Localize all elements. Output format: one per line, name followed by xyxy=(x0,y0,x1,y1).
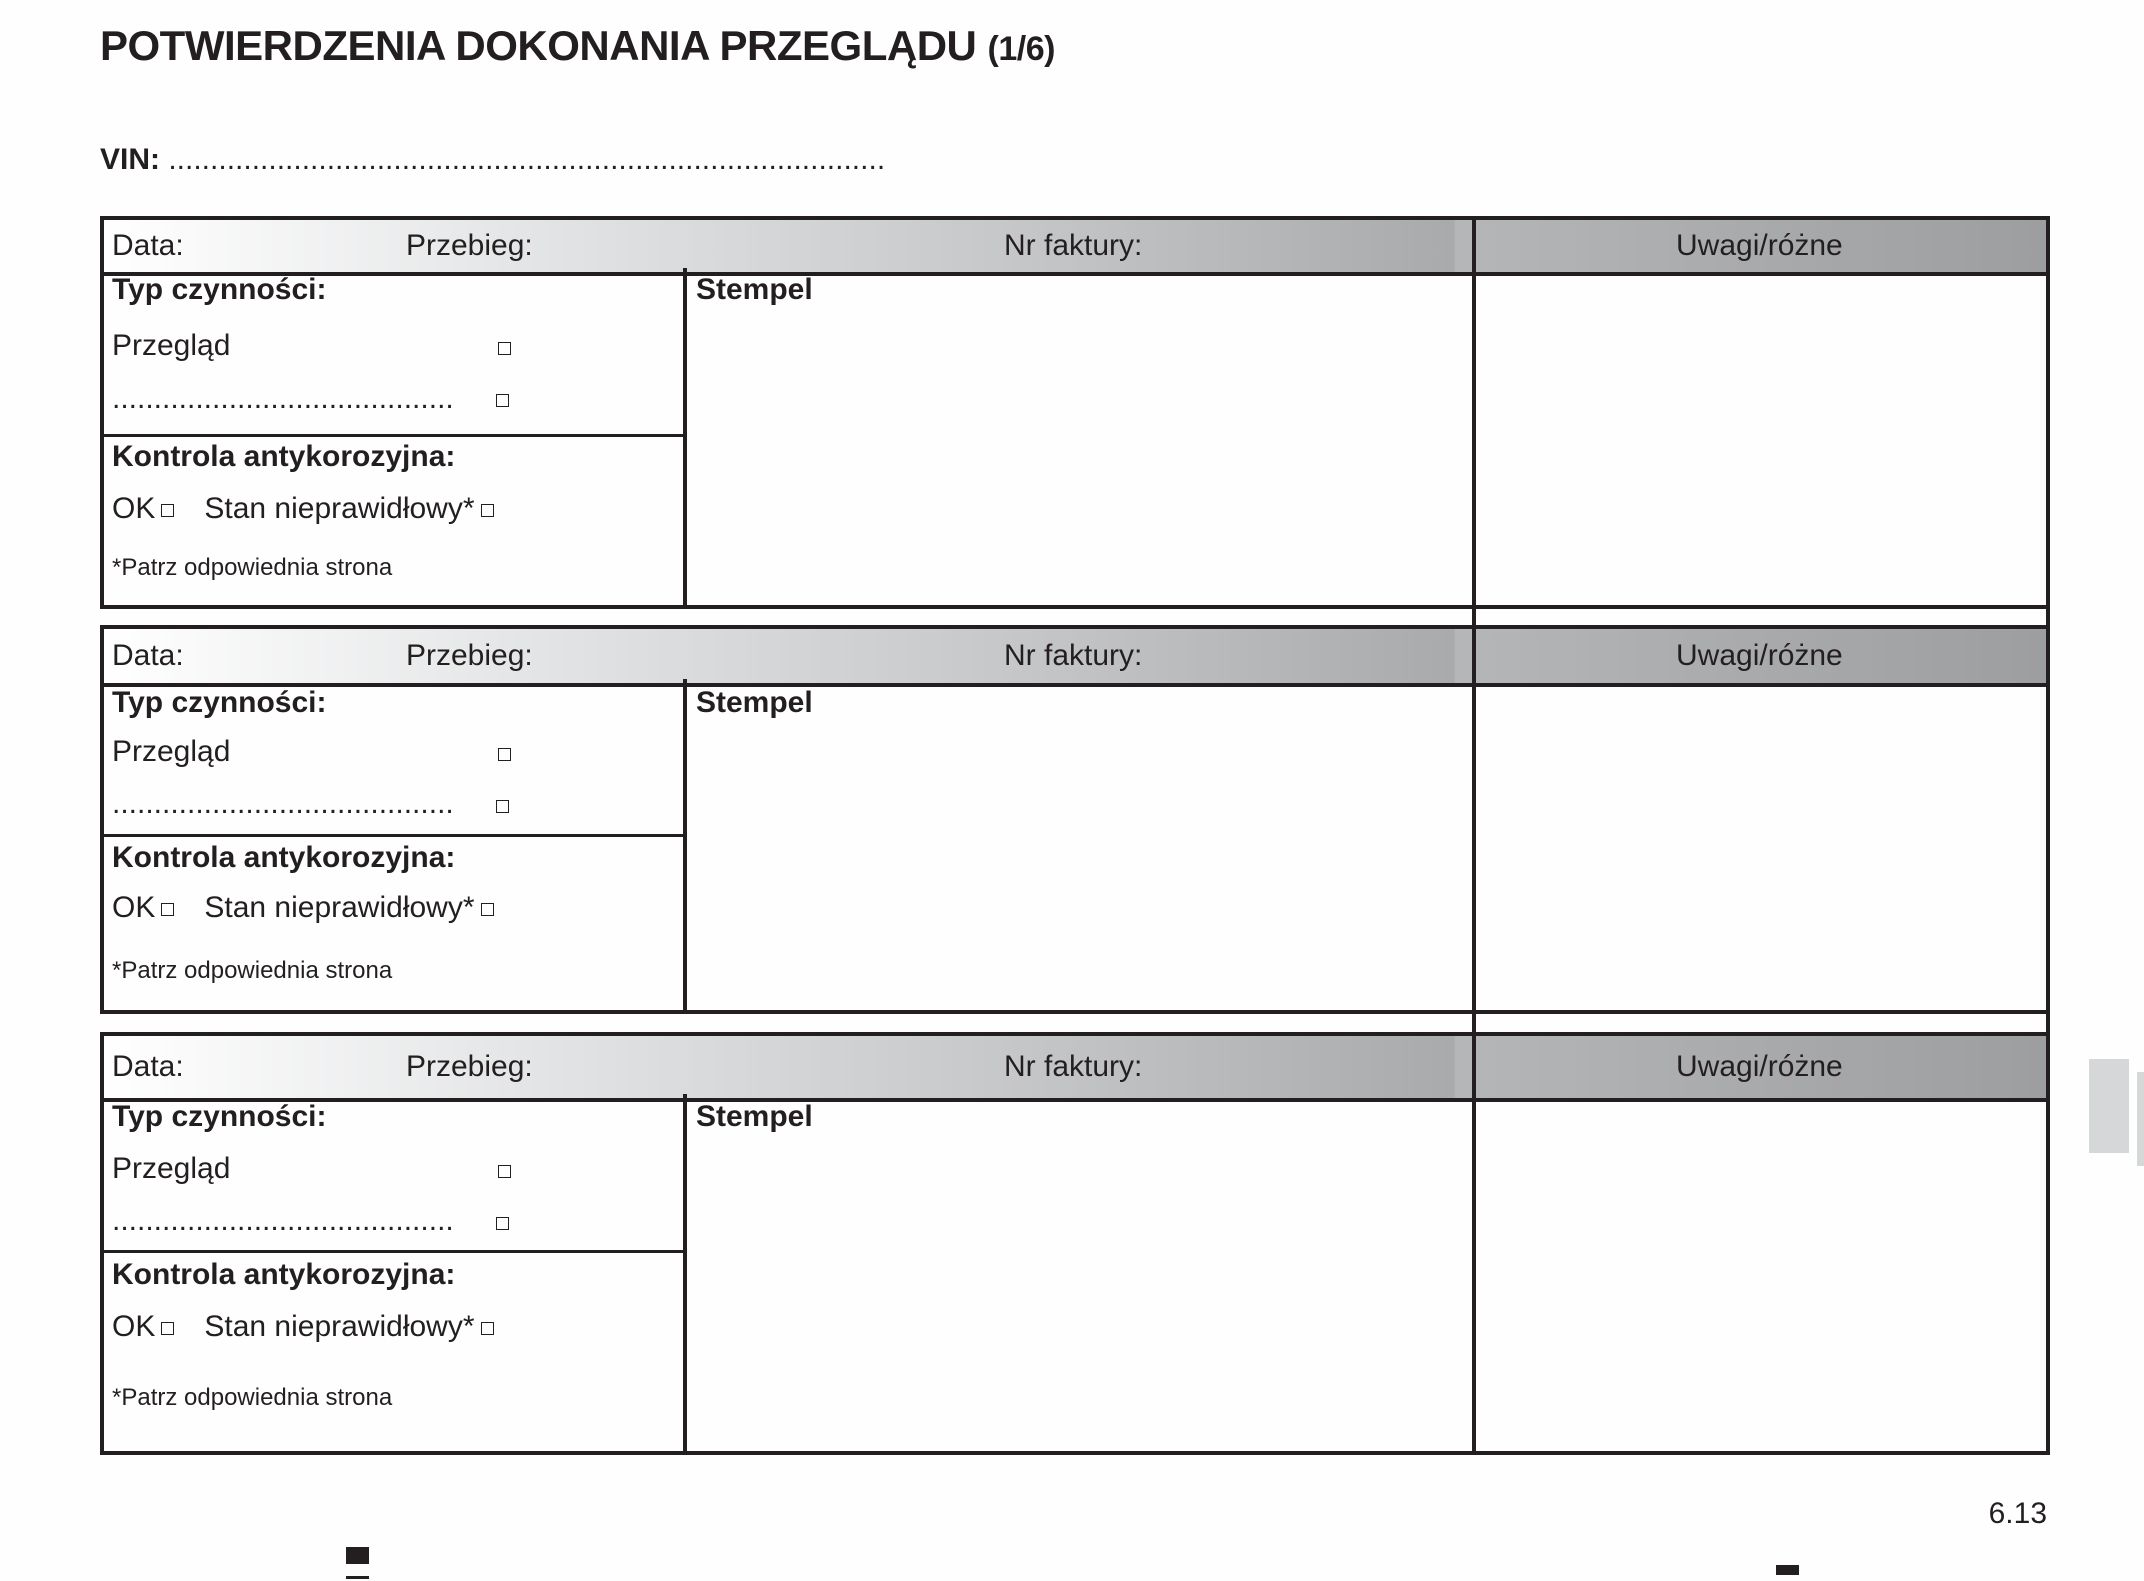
inspection-checkbox[interactable] xyxy=(498,1165,511,1178)
faulty-label: Stan nieprawidłowy* xyxy=(204,891,475,924)
print-mark-line xyxy=(346,1576,369,1579)
anticorrosion-label: Kontrola antykorozyjna: xyxy=(112,440,456,473)
date-label: Data: xyxy=(112,229,184,262)
mileage-label: Przebieg: xyxy=(406,639,533,672)
stamp-label: Stempel xyxy=(696,1100,813,1133)
other-service-dots[interactable]: ......................................... xyxy=(112,1204,454,1237)
anticorrosion-options xyxy=(112,891,494,925)
record-header xyxy=(104,1036,2046,1102)
vin-dots[interactable]: ...................................................................................... xyxy=(168,143,886,176)
footnote: *Patrz odpowiednia strona xyxy=(112,957,393,984)
faulty-label: Stan nieprawidłowy* xyxy=(204,1310,475,1343)
column-divider xyxy=(683,268,687,605)
ok-checkbox[interactable] xyxy=(161,903,174,916)
chapter-tab-edge xyxy=(2137,1072,2144,1166)
ok-label: OK xyxy=(112,891,156,924)
service-record-1 xyxy=(100,216,2050,609)
service-record-2 xyxy=(100,625,2050,1014)
vin-label: VIN: xyxy=(100,143,160,176)
other-service-checkbox[interactable] xyxy=(496,394,509,407)
section-divider xyxy=(104,834,683,837)
footnote: *Patrz odpowiednia strona xyxy=(112,1384,393,1411)
date-label: Data: xyxy=(112,1050,184,1083)
column-divider xyxy=(683,1094,687,1451)
anticorrosion-label: Kontrola antykorozyjna: xyxy=(112,841,456,874)
column-divider xyxy=(1472,1036,1476,1451)
ok-label: OK xyxy=(112,492,156,525)
page-number: 6.13 xyxy=(1988,1497,2047,1530)
stamp-label: Stempel xyxy=(696,686,813,719)
mileage-label: Przebieg: xyxy=(406,229,533,262)
faulty-checkbox[interactable] xyxy=(481,903,494,916)
record-header xyxy=(104,629,2046,687)
notes-label: Uwagi/różne xyxy=(1676,229,1843,262)
inspection-checkbox[interactable] xyxy=(498,342,511,355)
anticorrosion-label: Kontrola antykorozyjna: xyxy=(112,1258,456,1291)
column-divider xyxy=(1472,629,1476,1010)
faulty-checkbox[interactable] xyxy=(481,1322,494,1335)
service-type-label: Typ czynności: xyxy=(112,1100,327,1133)
record-header xyxy=(104,220,2046,276)
invoice-label: Nr faktury: xyxy=(1004,639,1143,672)
service-type-label: Typ czynności: xyxy=(112,273,327,306)
chapter-tab xyxy=(2089,1059,2129,1153)
other-service-dots[interactable]: ......................................... xyxy=(112,382,454,415)
service-type-label: Typ czynności: xyxy=(112,686,327,719)
notes-label: Uwagi/różne xyxy=(1676,639,1843,672)
section-divider xyxy=(104,434,683,437)
service-record-3 xyxy=(100,1032,2050,1455)
date-label: Data: xyxy=(112,639,184,672)
footnote: *Patrz odpowiednia strona xyxy=(112,554,393,581)
inspection-label: Przegląd xyxy=(112,735,231,768)
faulty-label: Stan nieprawidłowy* xyxy=(204,492,475,525)
anticorrosion-options xyxy=(112,1310,494,1344)
ok-checkbox[interactable] xyxy=(161,1322,174,1335)
invoice-label: Nr faktury: xyxy=(1004,229,1143,262)
vin-field xyxy=(100,143,885,177)
other-service-checkbox[interactable] xyxy=(496,800,509,813)
other-service-dots[interactable]: ......................................... xyxy=(112,787,454,820)
section-divider xyxy=(104,1250,683,1253)
inspection-label: Przegląd xyxy=(112,1152,231,1185)
inspection-label: Przegląd xyxy=(112,329,231,362)
ok-checkbox[interactable] xyxy=(161,504,174,517)
title-part: (1/6) xyxy=(987,30,1055,68)
column-divider xyxy=(1472,220,1476,605)
notes-label: Uwagi/różne xyxy=(1676,1050,1843,1083)
inspection-checkbox[interactable] xyxy=(498,748,511,761)
page-title xyxy=(100,22,1055,70)
faulty-checkbox[interactable] xyxy=(481,504,494,517)
other-service-checkbox[interactable] xyxy=(496,1217,509,1230)
invoice-label: Nr faktury: xyxy=(1004,1050,1143,1083)
anticorrosion-options xyxy=(112,492,494,526)
print-mark xyxy=(346,1547,369,1564)
title-text: POTWIERDZENIA DOKONANIA PRZEGLĄDU xyxy=(100,22,977,69)
stamp-label: Stempel xyxy=(696,273,813,306)
mileage-label: Przebieg: xyxy=(406,1050,533,1083)
column-divider xyxy=(683,679,687,1010)
ok-label: OK xyxy=(112,1310,156,1343)
print-mark xyxy=(1776,1565,1799,1575)
